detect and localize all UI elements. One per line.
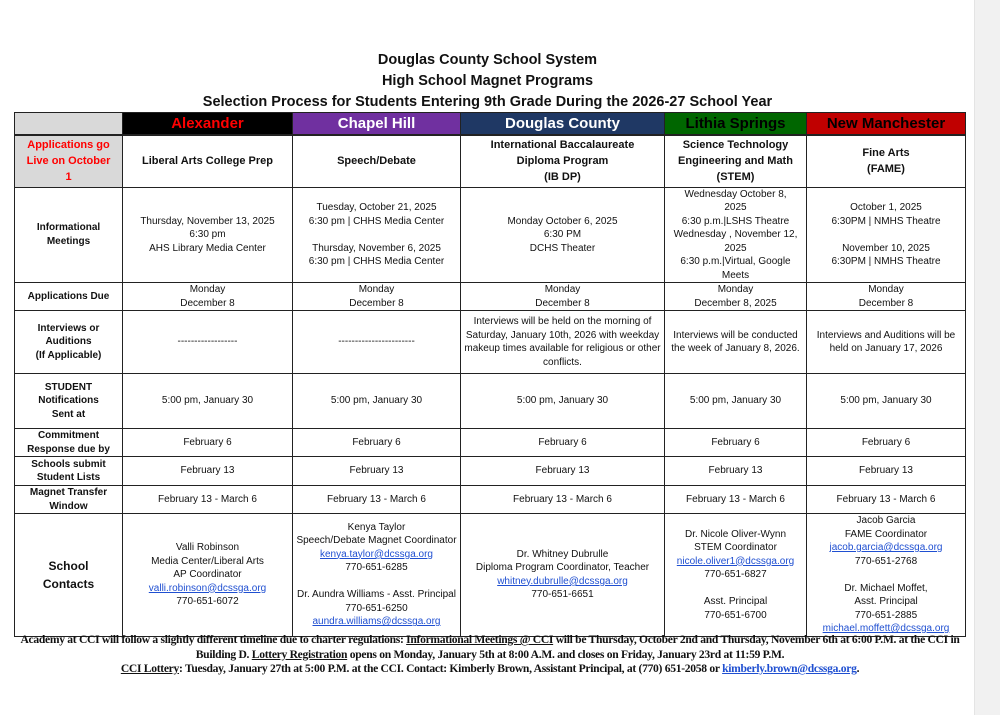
program-name: Liberal Arts College Prep [123,135,293,187]
footer-underlined: CCI Lottery [120,662,180,675]
document-title [0,50,975,113]
title-line-3: Selection Process for Students Entering 9th Grade During the 2026-27 School Year [202,94,773,110]
row-label: Informational Meetings [15,187,123,283]
row-label: Applications Due [15,283,123,311]
contact-line: Asst. Principal [703,596,768,607]
footer-text: . [856,662,860,675]
table-cell: Wednesday October 8, 2025 6:30 p.m.|LSHS Theatre Wednesday , November 12, 2025 6:30 p.m.|Virtual, Google Meets [665,187,807,283]
row-label: Schools submit Student Lists [15,457,123,486]
table-cell: 5:00 pm, January 30 [665,374,807,429]
table-row [15,486,966,514]
email-link[interactable]: aundra.williams@dcssga.org [312,616,441,628]
table-row [15,311,966,374]
table-cell: February 13 [293,457,461,486]
contact-line: Dr. Nicole Oliver-Wynn [684,528,787,540]
applications-live-note: Applications go Live on October 1 [15,135,123,187]
program-name: International Baccalaureate Diploma Program (IB DP) [461,135,665,187]
contact-line: STEM Coordinator [694,542,777,553]
table-cell: February 6 [123,429,293,457]
table-cell: February 6 [461,429,665,457]
contact-line: Media Center/Liberal Arts [151,555,264,567]
email-link[interactable]: kimberly.brown@dcssga.org [722,662,857,675]
table-cell: Interviews and Auditions will be held on January 17, 2026 [807,311,966,374]
table-cell: February 6 [665,429,807,457]
contact-line: Diploma Program Coordinator, Teacher [475,562,650,574]
table-row [15,187,966,283]
table-cell: February 13 - March 6 [665,486,807,514]
table-cell: Interviews will be held on the morning of Saturday, January 10th, 2026 with weekday makeup times available for religious or other conflicts. [461,311,665,374]
row-label: School Contacts [15,514,123,637]
footer-text: will be Thursday, October 2nd and Thursday, November 6th at 6:00 P.M. at the CCI in Building D. [195,633,960,661]
table-cell: February 13 - March 6 [123,486,293,514]
contact-line: 770-651-2768 [854,555,918,567]
email-link[interactable]: jacob.garcia@dcssga.org [829,542,943,553]
contact-line: FAME Coordinator [844,528,928,540]
table-cell: Tuesday, October 21, 2025 6:30 pm | CHHS Media Center Thursday, November 6, 2025 6:30 pm | CHHS Media Center [293,187,461,283]
contact-cell [461,514,665,637]
table-cell: February 13 [461,457,665,486]
table-cell: Monday December 8 [293,283,461,311]
row-label: Interviews or Auditions (If Applicable) [15,311,123,374]
title-line-1: Douglas County School System [377,52,598,68]
table-cell: February 13 - March 6 [461,486,665,514]
school-name-alexander: Alexander [123,113,293,136]
program-name: Fine Arts (FAME) [807,135,966,187]
contact-line: 770-651-2885 [854,609,918,621]
table-cell: Monday December 8 [461,283,665,311]
table-row [15,457,966,486]
table-cell: Monday December 8, 2025 [665,283,807,311]
table-cell: February 13 - March 6 [293,486,461,514]
contact-line [296,575,457,589]
contact-line: 770-651-6827 [704,569,767,580]
table-cell: 5:00 pm, January 30 [123,374,293,429]
footer-text: : Tuesday, January 27th at 5:00 P.M. at the CCI. Contact: Kimberly Brown, Assistant Principal, at (770) 651-2058 or [179,662,723,675]
table-cell: February 6 [293,429,461,457]
table-cell: Monday December 8 [807,283,966,311]
school-name-lithia-springs: Lithia Springs [665,113,807,136]
table-row [15,283,966,311]
table-cell: February 6 [807,429,966,457]
contact-line: 770-651-6285 [345,562,408,574]
contact-line: Dr. Aundra Williams - Asst. Principal [297,589,456,601]
table-cell: Interviews will be conducted the week of January 8, 2026. [665,311,807,374]
school-name-chapel-hill: Chapel Hill [293,113,461,136]
email-link[interactable]: kenya.taylor@dcssga.org [320,548,433,560]
email-link[interactable]: nicole.oliver1@dcssga.org [676,555,795,567]
footer-underlined: Lottery Registration [251,647,348,661]
contact-line: Dr. Michael Moffet, [844,582,928,594]
contact-cell [293,514,461,637]
table-row [15,429,966,457]
table-cell: February 13 [665,457,807,486]
row-label: STUDENT Notifications Sent at [15,374,123,429]
table-cell: February 13 [807,457,966,486]
email-link[interactable]: whitney.dubrulle@dcssga.org [497,575,628,587]
row-label: Commitment Response due by [15,429,123,457]
email-link[interactable]: valli.robinson@dcssga.org [148,582,267,594]
table-cell: 5:00 pm, January 30 [293,374,461,429]
table-cell: ----------------------- [293,311,461,374]
contact-line [668,582,803,596]
contact-line: Valli Robinson [175,542,240,553]
contact-line: Jacob Garcia [856,515,916,526]
contact-line: Kenya Taylor [347,521,406,533]
contact-line: 770-651-6072 [176,596,239,607]
cci-footer-note [20,633,960,677]
contact-line: 770-651-6700 [704,609,767,621]
contact-line: 770-651-6250 [345,602,408,614]
contact-line: Speech/Debate Magnet Coordinator [296,535,457,547]
table-cell: October 1, 2025 6:30PM | NMHS Theatre November 10, 2025 6:30PM | NMHS Theatre [807,187,966,283]
school-contacts-row [15,514,966,637]
school-header-row [15,113,966,136]
contact-cell [665,514,807,637]
contact-line: AP Coordinator [173,569,242,580]
contact-cell [123,514,293,637]
email-link[interactable]: michael.moffett@dcssga.org [822,623,950,634]
footer-underlined: Informational Meetings @ CCI [406,633,554,646]
program-name: Speech/Debate [293,135,461,187]
corner-blank [15,113,123,136]
contact-line: Asst. Principal [854,596,918,607]
program-row [15,135,966,187]
contact-cell [807,514,966,637]
program-name: Science Technology Engineering and Math (STEM) [665,135,807,187]
school-name-new-manchester: New Manchester [807,113,966,136]
contact-line: Dr. Whitney Dubrulle [516,548,609,560]
table-cell: ------------------ [123,311,293,374]
school-name-douglas-county: Douglas County [461,113,665,136]
footer-text: opens on Monday, January 5th at 8:00 A.M. and closes on Friday, January 23rd at 11:59 P.M. [347,647,785,661]
title-line-2: High School Magnet Programs [381,73,594,89]
table-cell: Thursday, November 13, 2025 6:30 pm AHS Library Media Center [123,187,293,283]
table-cell: 5:00 pm, January 30 [461,374,665,429]
contact-line [810,568,962,582]
table-row [15,374,966,429]
contact-line: 770-651-6651 [531,589,594,601]
magnet-schedule-table [14,112,966,637]
row-label: Magnet Transfer Window [15,486,123,514]
vertical-scrollbar[interactable] [974,0,1000,715]
table-cell: February 13 - March 6 [807,486,966,514]
table-cell: 5:00 pm, January 30 [807,374,966,429]
footer-text: Academy at CCI will follow a slightly different timeline due to charter regulations: [20,633,407,646]
table-cell: Monday October 6, 2025 6:30 PM DCHS Theater [461,187,665,283]
table-cell: Monday December 8 [123,283,293,311]
table-cell: February 13 [123,457,293,486]
